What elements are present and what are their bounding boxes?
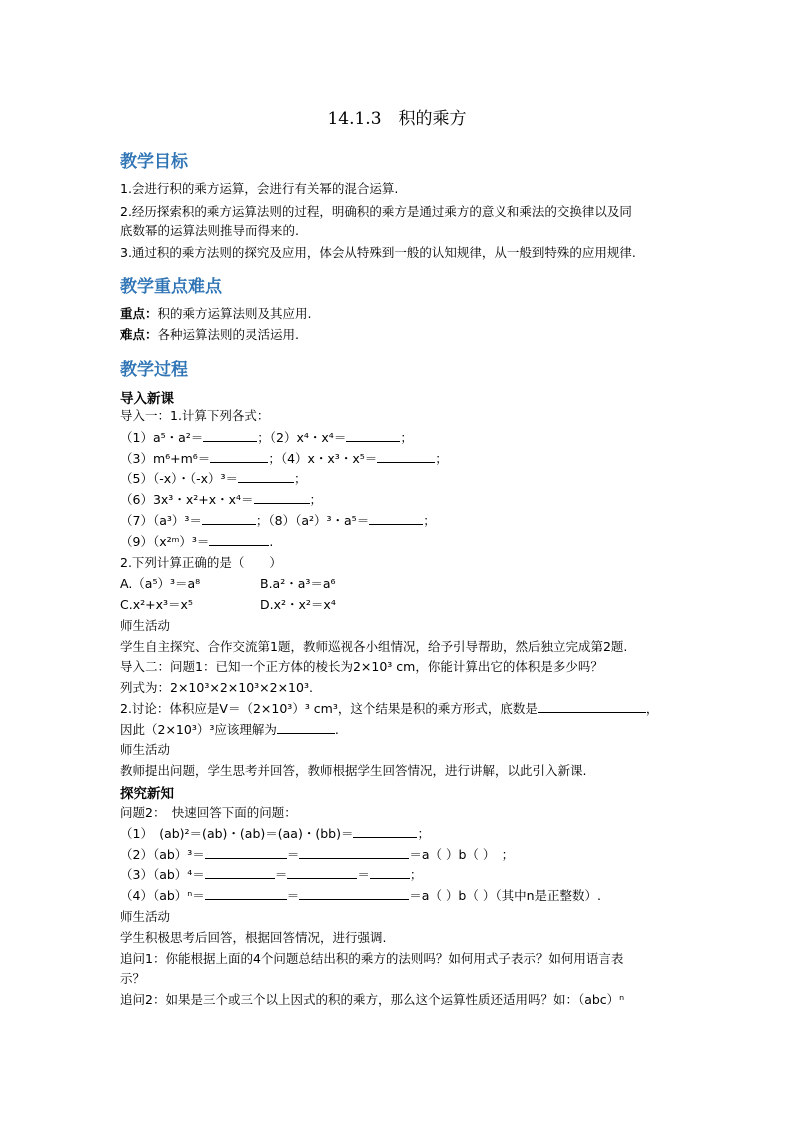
- formula-line: 列式为：2×10³×2×10³×2×10³.: [120, 680, 313, 695]
- intro-2: 导入二：问题1：已知一个正方体的棱长为2×10³ cm，你能计算出它的体积是多少吗？: [120, 659, 603, 674]
- answer-blank[interactable]: [205, 846, 287, 859]
- activity-label-1: 师生活动: [120, 618, 171, 633]
- difficulty-label: 难点：: [120, 327, 158, 342]
- separator: ；: [400, 430, 413, 445]
- focus-label: 重点：: [120, 306, 158, 321]
- exercise-row-4: [120, 491, 322, 509]
- answer-blank[interactable]: [369, 512, 423, 525]
- exercise-row-6: [120, 533, 273, 551]
- explore-expression-2: （2）（ab）³＝: [120, 847, 205, 862]
- explore-row-4: [120, 887, 601, 905]
- difficulty-line: [120, 326, 299, 344]
- answer-blank[interactable]: [203, 429, 257, 442]
- separator: ；: [417, 826, 430, 841]
- answer-blank[interactable]: [209, 533, 269, 546]
- explore-expression-1: （1） (ab)²＝(ab)・(ab)＝(aa)・(bb)＝: [120, 826, 354, 841]
- activity-label-2: 师生活动: [120, 742, 171, 757]
- goal-2-line-1: 2.经历探索积的乘方运算法则的过程，明确积的乘方是通过乘方的意义和乘法的交换律以及同: [120, 204, 632, 219]
- answer-blank[interactable]: [346, 429, 400, 442]
- explore-result-2: ＝a（ ）b（ ） ；: [409, 847, 515, 862]
- option-b[interactable]: B.a²・a³＝a⁶: [260, 576, 336, 591]
- followup-1-line-1: 追问1：你能根据上面的4个问题总结出积的乘方的法则吗？如何用式子表示？如何用语言表: [120, 951, 624, 966]
- activity-text-1: 学生自主探究、合作交流第1题，教师巡视各小组情况，给予引导帮助，然后独立完成第2题.: [120, 639, 628, 654]
- discussion-text: 2.讨论：体积应是V＝（2×10³）³ cm³，这个结果是积的乘方形式，底数是: [120, 701, 538, 716]
- separator: ；: [409, 867, 423, 882]
- discussion-line-1: [120, 700, 658, 718]
- activity-text-3: 学生积极思考后回答，根据回答情况，进行强调.: [120, 930, 387, 945]
- explore-row-1: [120, 825, 430, 843]
- answer-blank[interactable]: [287, 866, 357, 879]
- answer-blank[interactable]: [205, 887, 287, 900]
- exercise-5: （5）（-x）・（-x）³＝: [120, 471, 239, 486]
- section-heading-goals: 教学目标: [120, 152, 188, 172]
- option-d[interactable]: D.x²・x²＝x⁴: [260, 597, 336, 612]
- focus-line: [120, 305, 312, 323]
- exercise-row-3: [120, 470, 307, 488]
- answer-blank[interactable]: [377, 450, 435, 463]
- explore-expression-4: （4）（ab）ⁿ＝: [120, 888, 205, 903]
- separator: ＝: [286, 847, 300, 862]
- focus-text: 积的乘方运算法则及其应用.: [157, 306, 312, 321]
- exercise-6: （6）3x³・x²+x・x⁴＝: [120, 492, 254, 507]
- explore-question-2: 问题2： 快速回答下面的问题：: [120, 805, 297, 820]
- question-2: 2.下列计算正确的是（ ）: [120, 555, 282, 570]
- options-row-1: [120, 575, 336, 593]
- exercise-1: （1）a⁵・a²＝: [120, 430, 204, 445]
- separator: .: [334, 722, 339, 737]
- explore-expression-3: （3）（ab）⁴＝: [120, 867, 205, 882]
- goal-1: 1.会进行积的乘方运算，会进行有关幂的混合运算.: [120, 181, 399, 196]
- intro-heading: 导入新课: [120, 391, 174, 407]
- answer-blank[interactable]: [538, 700, 646, 713]
- explore-result-4: ＝a（ ）b（ ）（其中n是正整数）.: [409, 888, 601, 903]
- intro-lead: 导入一：1.计算下列各式：: [120, 408, 270, 423]
- exercise-3: （3）m⁶+m⁶＝: [120, 451, 211, 466]
- goal-2-line-2: 底数幂的运算法则推导而得来的.: [120, 223, 299, 238]
- explore-row-2: [120, 846, 514, 864]
- activity-text-2: 教师提出问题，学生思考并回答，教师根据学生回答情况，进行讲解，以此引入新课.: [120, 763, 587, 778]
- options-row-2: [120, 596, 336, 614]
- answer-blank[interactable]: [238, 470, 294, 483]
- section-heading-key: 教学重点难点: [120, 277, 222, 297]
- followup-2: 追问2：如果是三个或三个以上因式的积的乘方，那么这个运算性质还适用吗？如：（abc）ⁿ: [120, 992, 625, 1007]
- separator: ＝: [274, 867, 288, 882]
- separator: ＝: [357, 867, 370, 882]
- exercise-row-1: [120, 429, 413, 447]
- answer-blank[interactable]: [205, 866, 275, 879]
- followup-1-line-2: 示？: [120, 971, 146, 986]
- page-title: 14.1.3 积的乘方: [327, 109, 467, 129]
- separator: .: [269, 534, 274, 549]
- exercise-7: （7）（a³）³＝: [120, 513, 202, 528]
- separator: ；: [294, 471, 307, 486]
- separator: ，: [645, 701, 659, 716]
- exercise-row-2: [120, 450, 448, 468]
- option-a[interactable]: A.（a⁵）³＝a⁸: [120, 576, 201, 591]
- separator: ＝: [286, 888, 300, 903]
- explore-row-3: [120, 866, 422, 884]
- exercise-row-5: [120, 512, 436, 530]
- exercise-8: ；（8）（a²）³・a⁵＝: [255, 513, 370, 528]
- answer-blank[interactable]: [299, 846, 409, 859]
- answer-blank[interactable]: [370, 866, 410, 879]
- answer-blank[interactable]: [299, 887, 409, 900]
- option-c[interactable]: C.x²+x³＝x⁵: [120, 597, 193, 612]
- exercise-2: ；（2）x⁴・x⁴＝: [257, 430, 347, 445]
- answer-blank[interactable]: [202, 512, 256, 525]
- exercise-4: ；（4）x・x³・x⁵＝: [268, 451, 378, 466]
- discussion-line-2: [120, 721, 339, 739]
- answer-blank[interactable]: [277, 721, 335, 734]
- section-heading-process: 教学过程: [120, 360, 188, 380]
- discussion-text: 因此（2×10³）³应该理解为: [120, 722, 277, 737]
- goal-3: 3.通过积的乘方法则的探究及应用，体会从特殊到一般的认知规律，从一般到特殊的应用规律.: [120, 245, 636, 260]
- separator: ；: [423, 513, 436, 528]
- separator: ；: [309, 492, 323, 507]
- activity-label-3: 师生活动: [120, 909, 171, 924]
- answer-blank[interactable]: [254, 491, 310, 504]
- answer-blank[interactable]: [210, 450, 268, 463]
- answer-blank[interactable]: [353, 825, 417, 838]
- explore-heading: 探究新知: [120, 786, 174, 802]
- exercise-9: （9）（x²ᵐ）³＝: [120, 534, 210, 549]
- difficulty-text: 各种运算法则的灵活运用.: [157, 327, 299, 342]
- separator: ；: [435, 451, 448, 466]
